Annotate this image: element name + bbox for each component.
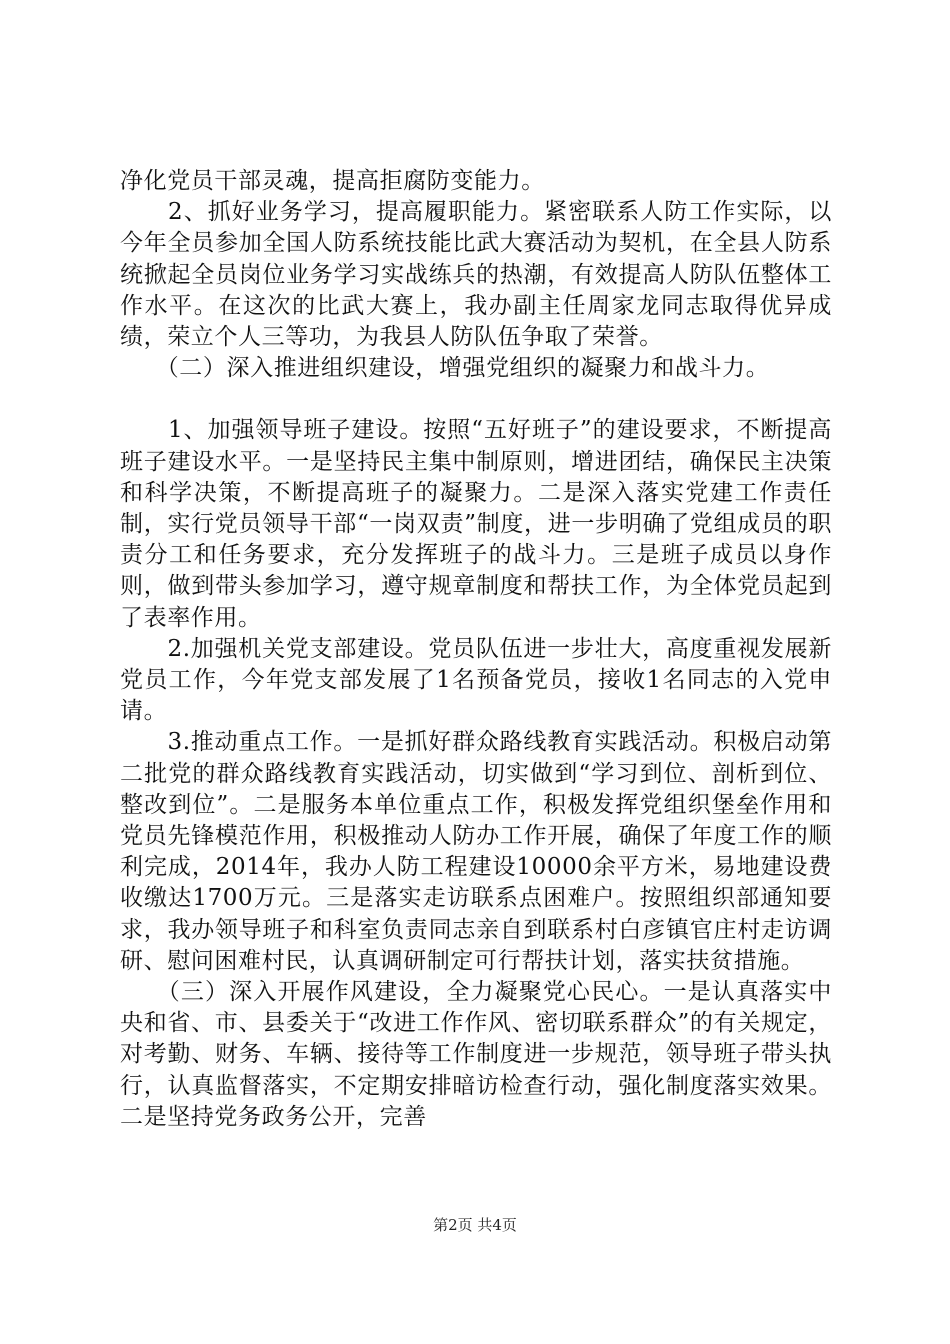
blank-line xyxy=(120,384,832,415)
paragraph-key-work: 3.推动重点工作。一是抓好群众路线教育实践活动。积极启动第二批党的群众路线教育实践活动，切实做到“学习到位、剖析到位、整改到位”。二是服务本单位重点工作，积极发挥党组织堡垒作用和党员先锋模范作用，积极推动人防办工作开展，确保了年度工作的顺利完成，2014年，我办人防工程建设10000余平方米，易地建设费收缴达1700万元。三是落实走访联系点困难户。按照组织部通知要求，我办领导班子和科室负责同志亲自到联系村白彦镇官庄村走访调研、慰问困难村民，认真调研制定可行帮扶计划，落实扶贫措施。 xyxy=(120,729,832,974)
paragraph-party-branch: 2.加强机关党支部建设。党员队伍进一步壮大，高度重视发展新党员工作，今年党支部发展了1名预备党员，接收1名同志的入党申请。 xyxy=(120,635,832,725)
paragraph-work-style: （三）深入开展作风建设，全力凝聚党心民心。一是认真落实中央和省、市、县委关于“改进工作作风、密切联系群众”的有关规定，对考勤、财务、车辆、接待等工作制度进一步规范，领导班子带头执行，认真监督落实，不定期安排暗访检查行动，强化制度落实效果。二是坚持党务政务公开，完善 xyxy=(120,979,832,1130)
paragraph-continuation: 净化党员干部灵魂，提高拒腐防变能力。 xyxy=(120,168,545,194)
document-body xyxy=(120,166,832,1133)
paragraph-business-study: 2、抓好业务学习，提高履职能力。紧密联系人防工作实际，以今年全员参加全国人防系统技能比武大赛活动为契机，在全县人防系统掀起全员岗位业务学习实战练兵的热潮，有效提高人防队伍整体工作水平。在这次的比武大赛上，我办副主任周家龙同志取得优异成绩，荣立个人三等功，为我县人防队伍争取了荣誉。 xyxy=(120,199,832,351)
section-heading-organization: （二）深入推进组织建设，增强党组织的凝聚力和战斗力。 xyxy=(120,355,770,382)
page-footer: 第2页 共4页 xyxy=(433,1216,517,1234)
paragraph-leadership: 1、加强领导班子建设。按照“五好班子”的建设要求，不断提高班子建设水平。一是坚持民主集中制原则，增进团结，确保民主决策和科学决策，不断提高班子的凝聚力。二是深入落实党建工作责任制，实行党员领导干部“一岗双责”制度，进一步明确了党组成员的职责分工和任务要求，充分发挥班子的战斗力。三是班子成员以身作则，做到带头参加学习，遵守规章制度和帮扶工作，为全体党员起到了表率作用。 xyxy=(120,417,832,631)
